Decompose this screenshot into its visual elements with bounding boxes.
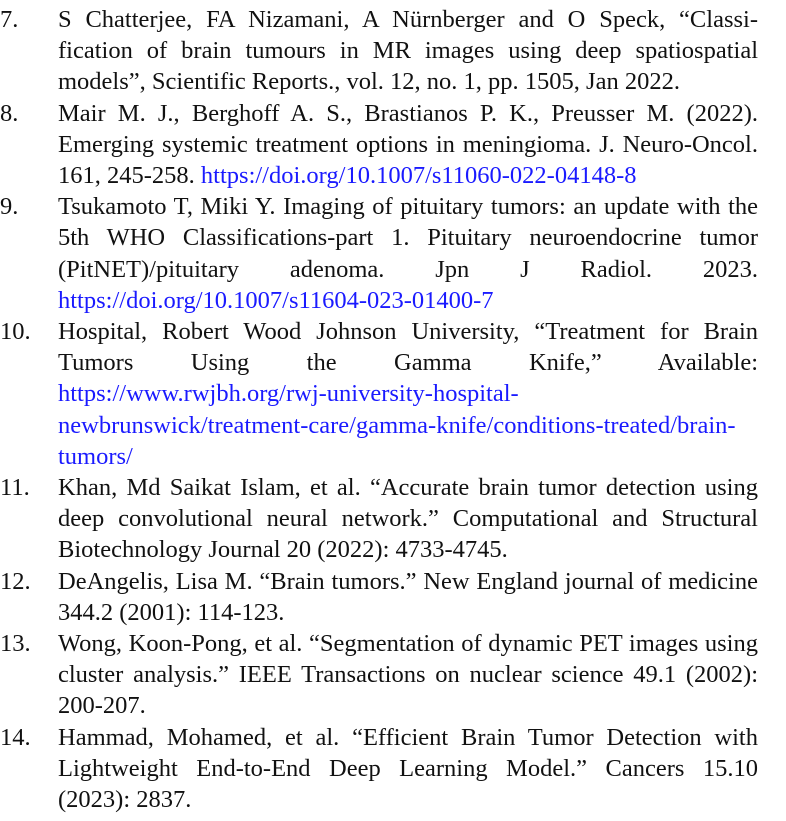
reference-number: 10. [0, 318, 31, 346]
reference-item [0, 472, 758, 566]
reference-number: 11. [0, 474, 30, 502]
reference-number: 13. [0, 630, 31, 658]
reference-text: Hammad, Mohamed, et al. “Efficient Brain Tumor Detection with Lightweight End-to-End Deep Learning Model.” Cancers 15.10 (2023): 2837. [58, 723, 758, 814]
reference-text: DeAngelis, Lisa M. “Brain tumors.” New England journal of medicine 344.2 (2001): 114-123. [58, 567, 758, 626]
reference-number: 9. [0, 193, 19, 221]
reference-url-link[interactable]: https://www.rwjbh.org/rwj-university-hospital-newbrunswick/treatment-care/gamma-knife/conditions-treated/brain-tumors/ [58, 380, 736, 470]
reference-item [0, 4, 758, 98]
reference-item [0, 316, 758, 472]
reference-item [0, 566, 758, 628]
reference-item [0, 722, 758, 816]
reference-text: Mair M. J., Berghoff A. S., Brastianos P. K., Preusser M. (2022). Emerging systemic treatment options in meningioma. J. Neuro-Oncol. 161, 245-258. [58, 99, 758, 190]
reference-item [0, 628, 758, 722]
reference-number: 8. [0, 99, 19, 127]
reference-doi-link[interactable]: https://doi.org/10.1007/s11060-022-04148-8 [200, 162, 637, 190]
reference-text: Tsukamoto T, Miki Y. Imaging of pituitary tumors: an update with the 5th WHO Classifications-part 1. Pituitary neuroendocrine tumor (PitNET)/pituitary adenoma. Jpn J Radiol. 2023. [58, 193, 758, 283]
reference-number: 7. [0, 6, 19, 33]
reference-text: S Chatterjee, FA Nizamani, A Nürnberger and O Speck, “Classi-fication of brain tumours in MR images using deep spatiospatial models”, Scientific Reports., vol. 12, no. 1, pp. 1505, Jan 2022. [58, 6, 758, 96]
reference-item [0, 98, 758, 192]
reference-text: Khan, Md Saikat Islam, et al. “Accurate brain tumor detection using deep convolutional neural network.” Computational and Structural Biotechnology Journal 20 (2022): 4733-4745. [58, 474, 758, 564]
reference-number: 14. [0, 723, 31, 751]
reference-doi-link[interactable]: https://doi.org/10.1007/s11604-023-01400-7 [58, 286, 494, 314]
reference-number: 12. [0, 567, 31, 595]
reference-item [0, 191, 758, 316]
reference-text: Wong, Koon-Pong, et al. “Segmentation of dynamic PET images using cluster analysis.” IEEE Transactions on nuclear science 49.1 (2002): 200-207. [58, 630, 758, 720]
reference-text: Hospital, Robert Wood Johnson University, “Treatment for Brain Tumors Using the Gamma Knife,” Available: [58, 318, 758, 377]
